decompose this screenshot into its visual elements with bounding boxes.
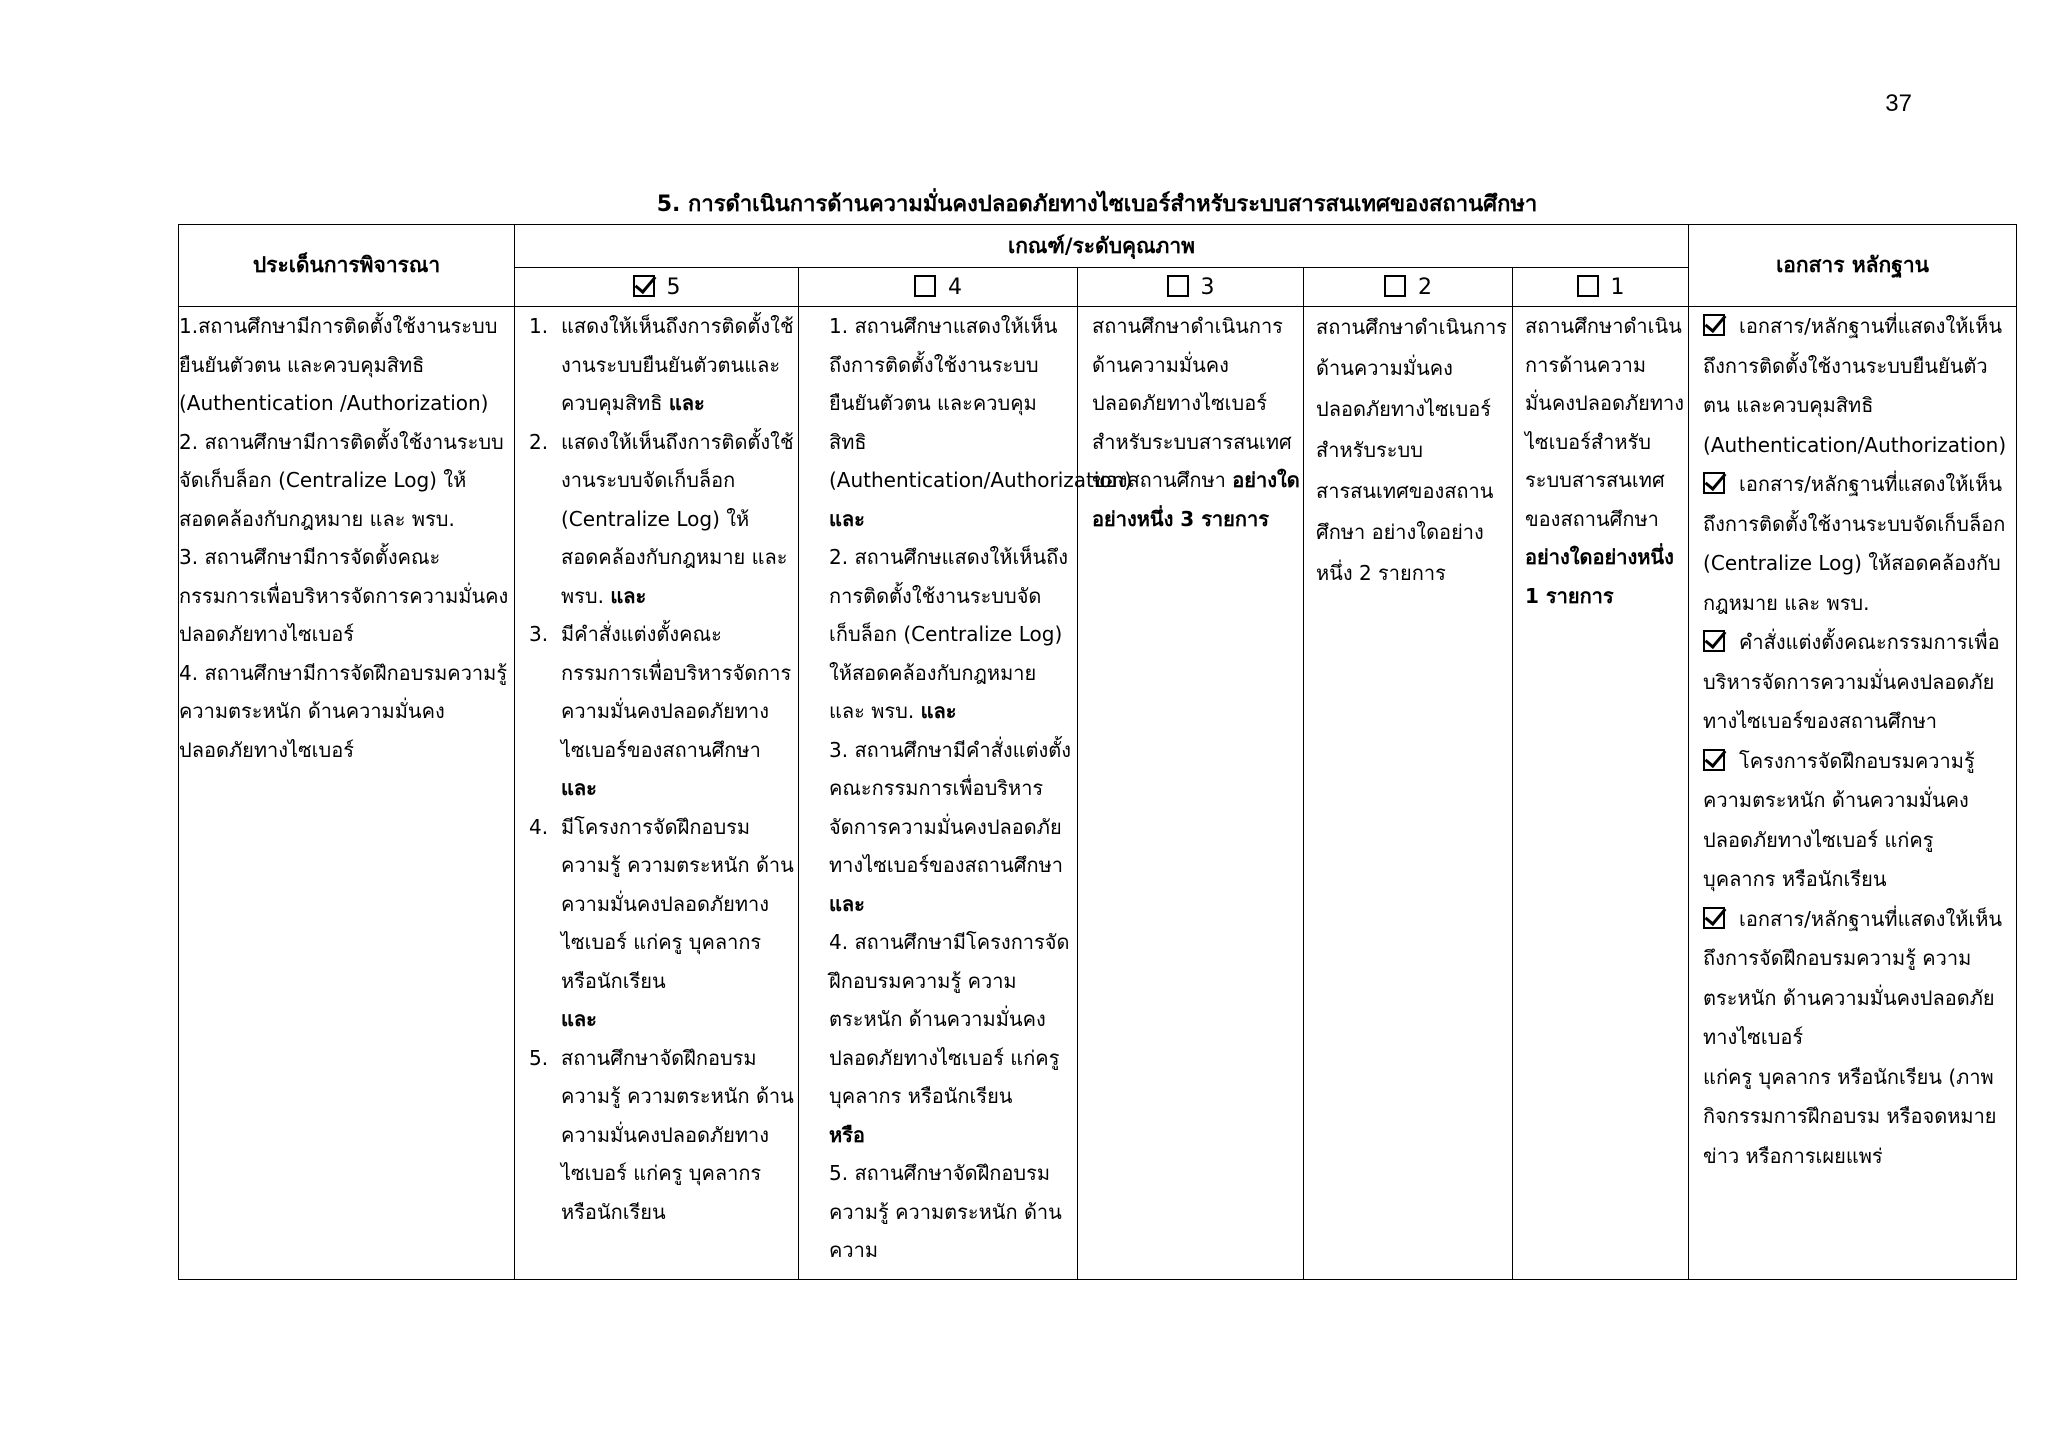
level-2-header <box>1304 268 1513 307</box>
evidence-header: เอกสาร หลักฐาน <box>1689 225 2017 307</box>
evidence-text: เอกสาร/หลักฐานที่แสดงให้เห็นถึงการจัดฝึกอบรมความรู้ ความตระหนัก ด้านความมั่นคงปลอดภัยทางไซเบอร์ <box>1703 906 2003 1049</box>
level-2-text: สถานศึกษาดำเนินการด้านความมั่นคงปลอดภัยทางไซเบอร์สำหรับระบบสารสนเทศของสถานศึกษา อย่างใดอย่างหนึ่ง 2 รายการ <box>1316 315 1507 585</box>
level-2-label: 2 <box>1418 274 1432 300</box>
evidence-item <box>1703 307 2010 465</box>
level-4-cell <box>799 307 1133 1280</box>
item-number: 4. <box>529 814 549 839</box>
evidence-text: โครงการจัดฝึกอบรมความรู้ ความตระหนัก ด้านความมั่นคงปลอดภัยทางไซเบอร์ แก่ครู บุคลากร หรือนักเรียน <box>1703 748 1975 891</box>
item-number: 3. <box>529 622 549 646</box>
item-text: สถานศึกษาจัดฝึกอบรมความรู้ ความตระหนัก ด้านความมั่นคงปลอดภัยทางไซเบอร์ แก่ครู บุคลากร หรือนักเรียน <box>561 1045 794 1224</box>
criteria-header: เกณฑ์/ระดับคุณภาพ <box>515 225 1689 268</box>
level-5-item <box>529 423 798 616</box>
conjunction: และ <box>610 583 647 608</box>
issue-item: 3. สถานศึกษามีการจัดตั้งคณะกรรมการเพื่อบริหารจัดการความมั่นคงปลอดภัยทางไซเบอร์ <box>179 545 509 646</box>
issues-header: ประเด็นการพิจารณา <box>179 225 515 307</box>
level-3-emphasis: อย่างใดอย่างหนึ่ง 3 รายการ <box>1092 468 1300 531</box>
level-5-item <box>529 307 798 423</box>
level-5-item <box>529 615 798 808</box>
evidence-item <box>1703 465 2010 623</box>
item-text: 2. สถานศึกษแสดงให้เห็นถึงการติดตั้งใช้งานระบบจัดเก็บล็อก (Centralize Log) ให้สอดคล้องกับกฎหมาย และ พรบ. <box>829 545 1069 723</box>
item-text: 1. สถานศึกษาแสดงให้เห็นถึงการติดตั้งใช้งานระบบยืนยันตัวตน และควบคุมสิทธิ (Authentication/Authorization) <box>829 314 1133 492</box>
level-5-item <box>529 1039 798 1232</box>
issue-item: 4. สถานศึกษามีการจัดฝึกอบรมความรู้ ความตระหนัก ด้านความมั่นคงปลอดภัยทางไซเบอร์ <box>179 660 508 762</box>
conjunction: และ <box>920 699 957 723</box>
page-number: 37 <box>1885 90 1912 117</box>
conjunction: และ <box>829 506 865 531</box>
evidence-text: เอกสาร/หลักฐานที่แสดงให้เห็นถึงการติดตั้งใช้งานระบบจัดเก็บล็อก (Centralize Log) ให้สอดคล้องกับกฎหมาย และ พรบ. <box>1703 472 2006 615</box>
conjunction: หรือ <box>829 1122 865 1147</box>
checkbox-checked-icon[interactable] <box>1703 630 1725 652</box>
conjunction: และ <box>829 891 865 916</box>
evidence-note: แก่ครู บุคลากร หรือนักเรียน (ภาพกิจกรรมการฝึกอบรม หรือจดหมายข่าว หรือการเผยแพร่ <box>1703 1064 1997 1168</box>
conjunction: และ <box>668 391 705 415</box>
item-number: 5. <box>529 1045 549 1070</box>
checkbox-checked-icon[interactable] <box>1703 472 1725 494</box>
issue-item: 1.สถานศึกษามีการติดตั้งใช้งานระบบยืนยันตัวตน และควบคุมสิทธิ (Authentication /Authorization) <box>179 314 498 415</box>
item-text: 5. สถานศึกษาจัดฝึกอบรมความรู้ ความตระหนัก ด้านความ <box>829 1161 1062 1262</box>
issue-item: 2. สถานศึกษามีการติดตั้งใช้งานระบบจัดเก็บล็อก (Centralize Log) ให้สอดคล้องกับกฎหมาย และ พรบ. <box>179 429 504 531</box>
level-5-label: 5 <box>666 274 681 300</box>
level-1-label: 1 <box>1610 274 1625 300</box>
level-4-item <box>829 307 1133 538</box>
evidence-item <box>1703 742 2010 900</box>
item-number: 2. <box>529 429 549 454</box>
evidence-cell <box>1689 307 2017 1280</box>
level-4-item <box>829 923 1073 1154</box>
checkbox-icon[interactable] <box>914 275 936 297</box>
conjunction: และ <box>561 776 597 800</box>
evidence-item <box>1703 623 2010 742</box>
header-row <box>179 225 2017 268</box>
item-text: แสดงให้เห็นถึงการติดตั้งใช้งานระบบจัดเก็บล็อก (Centralize Log) ให้สอดคล้องกับกฎหมาย และ พรบ. <box>561 429 794 608</box>
level-1-text: สถานศึกษาดำเนินการด้านความมั่นคงปลอดภัยทางไซเบอร์สำหรับระบบสารสนเทศของสถานศึกษา <box>1525 314 1685 531</box>
level-4-header <box>799 268 1078 307</box>
item-text: 4. สถานศึกษามีโครงการจัดฝึกอบรมความรู้ ความตระหนัก ด้านความมั่นคงปลอดภัยทางไซเบอร์ แก่ครู บุคลากร หรือนักเรียน <box>829 930 1070 1108</box>
level-5-item <box>529 808 798 1039</box>
item-number: 1. <box>529 314 549 338</box>
content-row <box>179 307 2017 1280</box>
issues-cell <box>179 307 515 1280</box>
criteria-table <box>178 224 2017 1280</box>
level-4-label: 4 <box>948 274 962 300</box>
level-3-label: 3 <box>1200 274 1215 300</box>
checkbox-checked-icon[interactable] <box>1703 749 1725 771</box>
conjunction: และ <box>561 1007 597 1031</box>
level-2-cell <box>1304 307 1513 1280</box>
checkbox-checked-icon[interactable] <box>1703 314 1725 336</box>
checkbox-icon[interactable] <box>1577 275 1599 297</box>
level-5-header <box>515 268 799 307</box>
level-1-cell <box>1513 307 1689 1280</box>
level-1-header <box>1513 268 1689 307</box>
checkbox-checked-icon[interactable] <box>633 275 655 297</box>
level-5-cell <box>515 307 799 1280</box>
evidence-text: เอกสาร/หลักฐานที่แสดงให้เห็นถึงการติดตั้งใช้งานระบบยืนยันตัวตน และควบคุมสิทธิ (Authentication/Authorization) <box>1703 314 2007 457</box>
evidence-item <box>1703 900 2010 1058</box>
page-title: 5. การดำเนินการด้านความมั่นคงปลอดภัยทางไซเบอร์สำหรับระบบสารสนเทศของสถานศึกษา <box>656 192 1538 217</box>
level-3-text: สถานศึกษาดำเนินการด้านความมั่นคงปลอดภัยทางไซเบอร์สำหรับระบบสารสนเทศของสถานศึกษา <box>1092 314 1292 492</box>
level-4-item <box>829 731 1073 924</box>
checkbox-icon[interactable] <box>1167 275 1189 297</box>
level-1-emphasis: อย่างใดอย่างหนึ่ง 1 รายการ <box>1525 545 1674 608</box>
checkbox-icon[interactable] <box>1384 275 1406 297</box>
level-3-header <box>1078 268 1304 307</box>
level-4-item <box>829 1154 1073 1270</box>
item-text: มีคำสั่งแต่งตั้งคณะกรรมการเพื่อบริหารจัดการความมั่นคงปลอดภัยทางไซเบอร์ของสถานศึกษา <box>561 622 792 762</box>
level-3-cell <box>1078 307 1304 1280</box>
item-text: มีโครงการจัดฝึกอบรมความรู้ ความตระหนัก ด้านความมั่นคงปลอดภัยทางไซเบอร์ แก่ครู บุคลากร หรือนักเรียน <box>561 814 794 993</box>
evidence-text: คำสั่งแต่งตั้งคณะกรรมการเพื่อบริหารจัดการความมั่นคงปลอดภัยทางไซเบอร์ของสถานศึกษา <box>1703 630 2000 733</box>
item-text: 3. สถานศึกษามีคำสั่งแต่งตั้งคณะกรรมการเพื่อบริหารจัดการความมั่นคงปลอดภัยทางไซเบอร์ของสถานศึกษา <box>829 737 1072 877</box>
level-4-item <box>829 538 1073 731</box>
checkbox-checked-icon[interactable] <box>1703 907 1725 929</box>
item-text: แสดงให้เห็นถึงการติดตั้งใช้งานระบบยืนยันตัวตนและควบคุมสิทธิ <box>561 314 794 415</box>
